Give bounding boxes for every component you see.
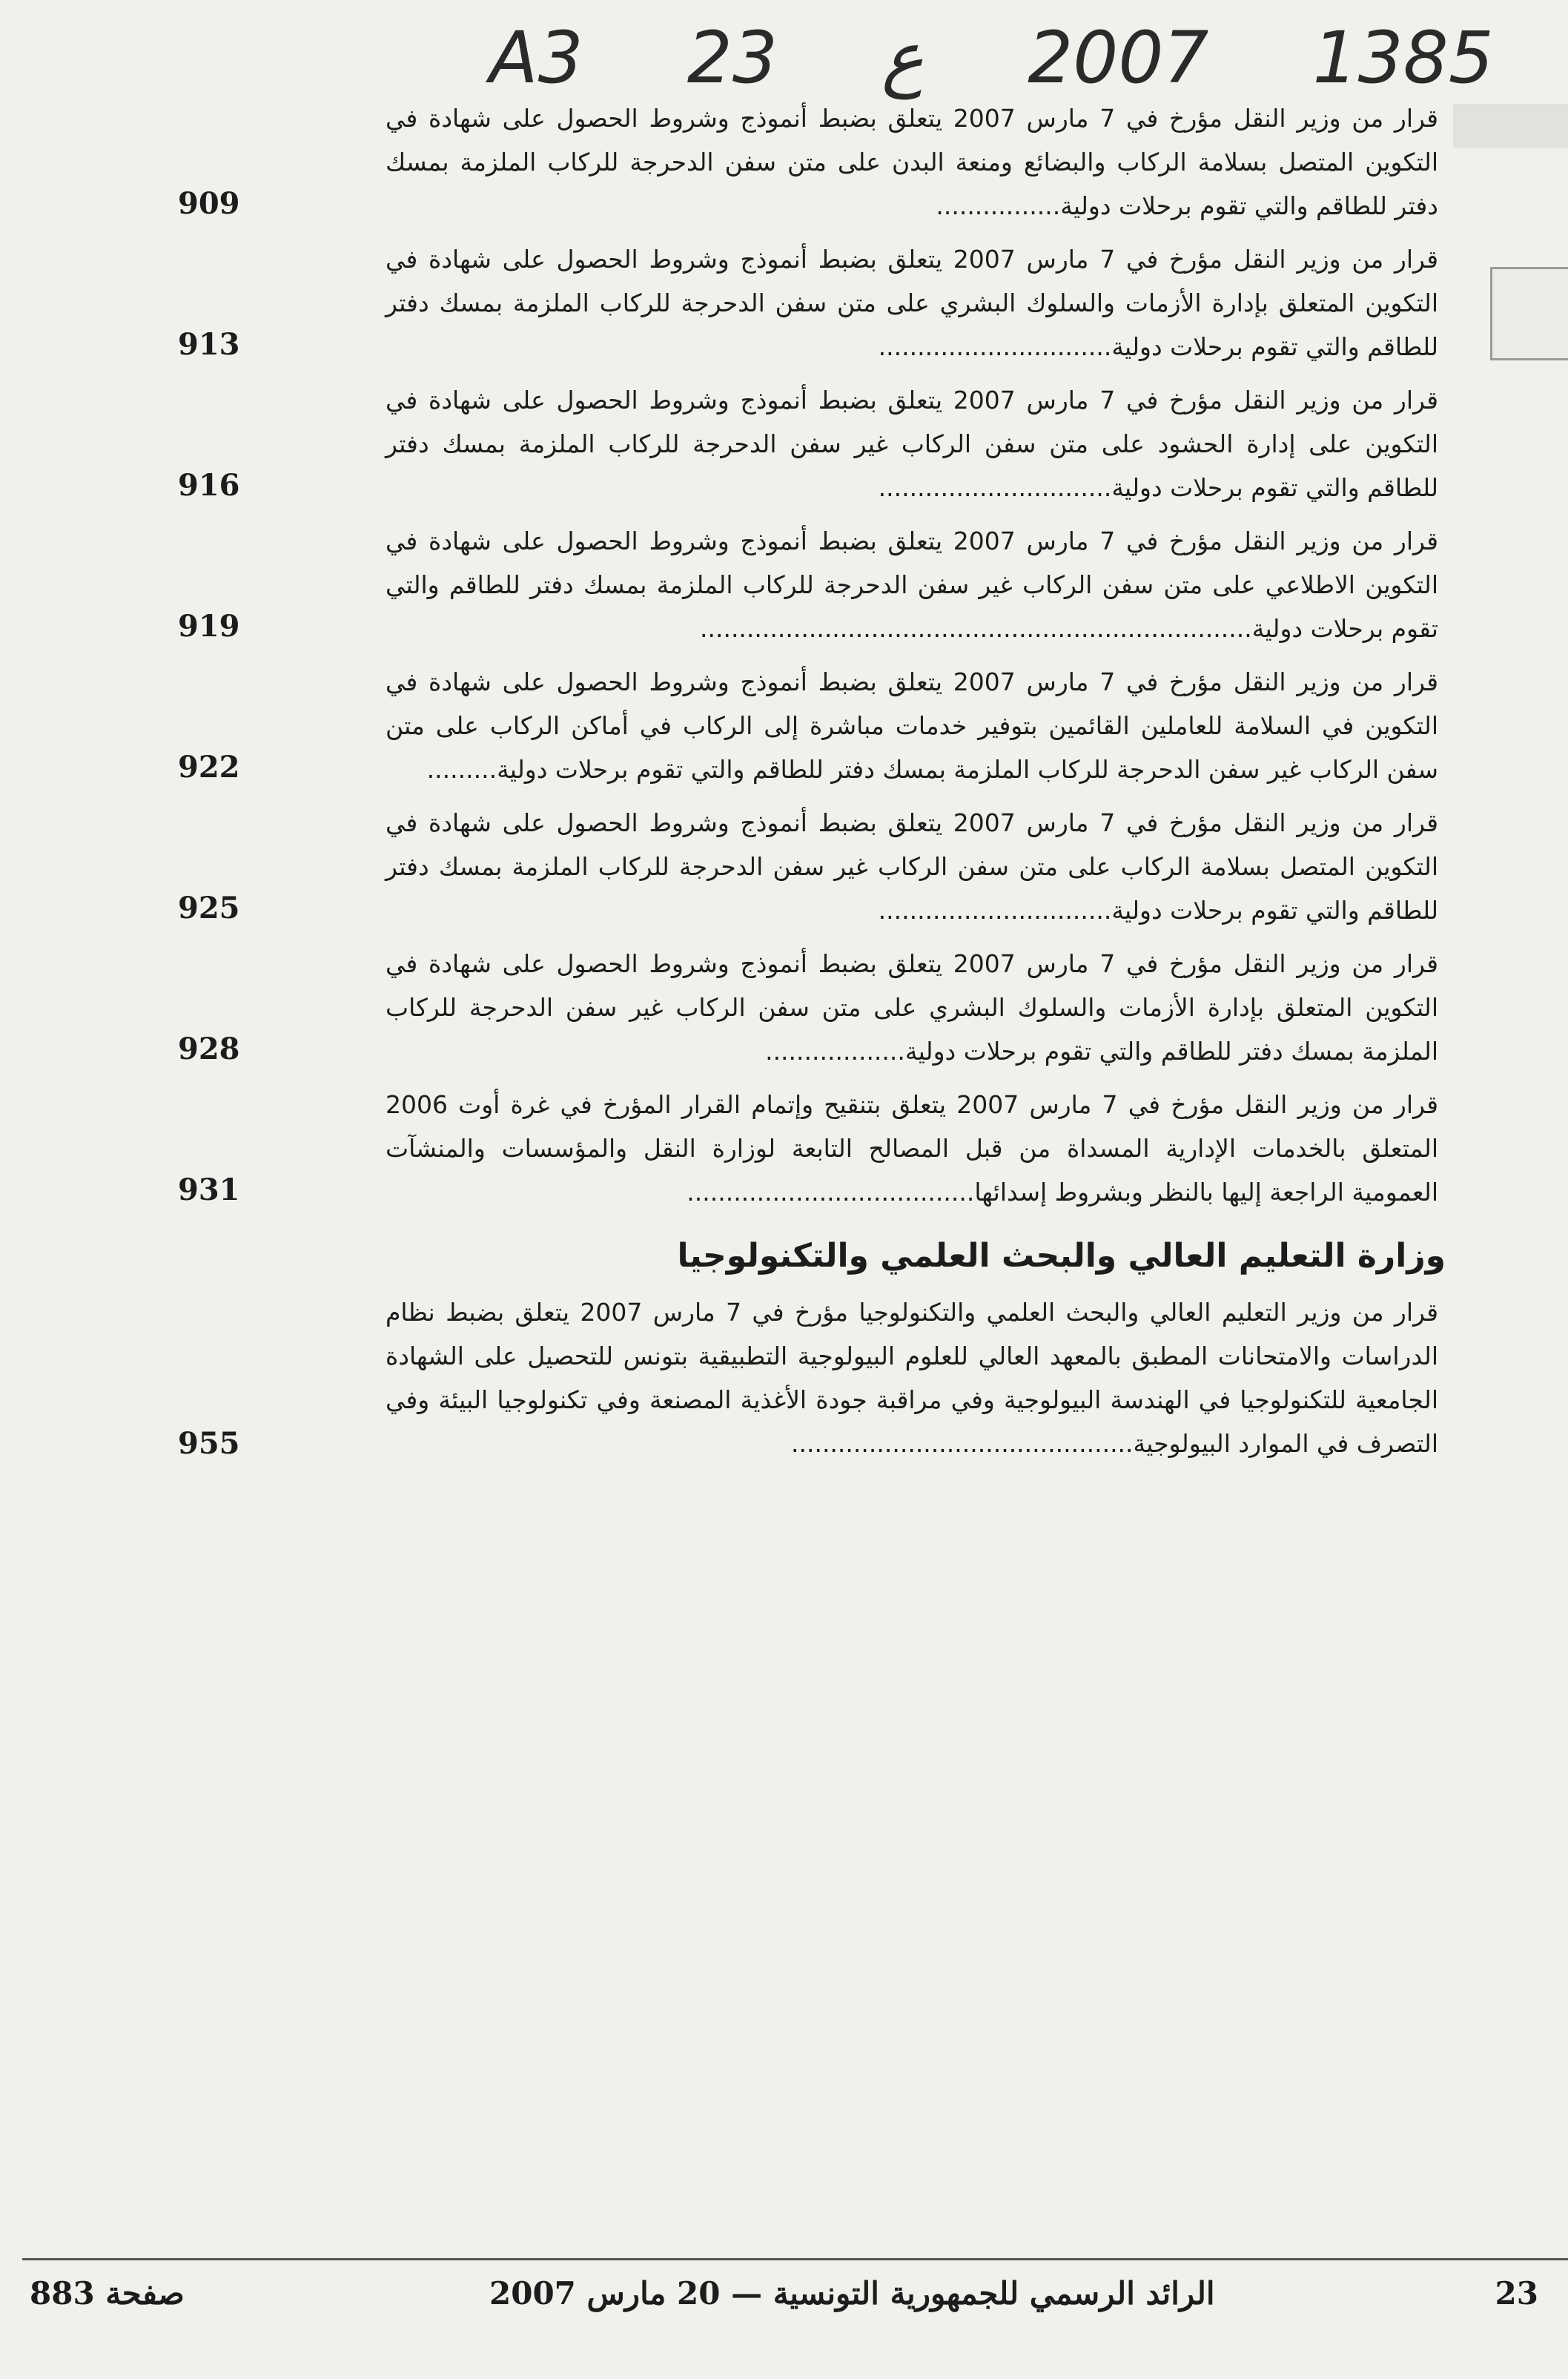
toc-leader-dots: ..............................: [878, 473, 1112, 502]
toc-page-number: 916: [178, 468, 240, 503]
scan-artifact: [1453, 104, 1568, 148]
handwritten-number: 1385: [1312, 16, 1494, 99]
footer-journal-title: الرائد الرسمي للجمهورية التونسية — 20 مارس 2007: [489, 2275, 1215, 2312]
toc-entry-text: قرار من وزير النقل مؤرخ في 7 مارس 2007 يتعلق بضبط أنموذج وشروط الحصول على شهادة في التكوين المتصل بسلامة الركاب والبضائع ومنعة البدن على متن سفن الدحرجة للركاب الملزمة بمسك دفتر للطاقم والتي تقوم برحلات دولية: [386, 104, 1438, 220]
toc-entry[interactable]: [178, 1290, 1438, 1468]
toc-leader-dots: ..............................: [878, 896, 1112, 925]
toc-entry[interactable]: [178, 519, 1438, 651]
toc-page-number: 922: [178, 750, 240, 785]
toc-entry[interactable]: [178, 801, 1438, 933]
toc-entry[interactable]: [178, 1083, 1438, 1215]
footer-page-label: صفحة 883: [30, 2275, 185, 2312]
handwritten-year: 2007: [1028, 16, 1209, 99]
toc-entry[interactable]: [178, 942, 1438, 1074]
toc-leader-dots: .....................................: [687, 1178, 975, 1207]
footer-issue-number: 23: [1495, 2275, 1538, 2312]
toc-entry-text: قرار من وزير النقل مؤرخ في 7 مارس 2007 يتعلق بضبط أنموذج وشروط الحصول على شهادة في التكوين المتعلق بإدارة الأزمات والسلوك البشري على متن سفن الركاب غير سفن الدحرجة للركاب الملزمة بمسك دفتر للطاقم والتي تقوم برحلات دولية: [386, 949, 1438, 1066]
toc-leader-dots: ..................: [765, 1037, 905, 1066]
toc-page-number: 931: [178, 1172, 240, 1207]
toc-entry-text: قرار من وزير النقل مؤرخ في 7 مارس 2007 يتعلق بضبط أنموذج وشروط الحصول على شهادة في التكوين الاطلاعي على متن سفن الركاب غير سفن الدحرجة للركاب الملزمة بمسك دفتر للطاقم والتي تقوم برحلات دولية: [386, 527, 1438, 643]
toc-entry-text: قرار من وزير النقل مؤرخ في 7 مارس 2007 يتعلق بضبط أنموذج وشروط الحصول على شهادة في التكوين المتعلق بإدارة الأزمات والسلوك البشري على متن سفن الدحرجة للركاب الملزمة بمسك دفتر للطاقم والتي تقوم برحلات دولية: [386, 245, 1438, 361]
section-title: وزارة التعليم العالي والبحث العلمي والتكنولوجيا: [677, 1237, 1446, 1275]
handwritten-letter: ع: [881, 16, 924, 99]
toc-page-number: 955: [178, 1426, 240, 1461]
toc-page-number: 925: [178, 891, 240, 925]
toc-entry-text: قرار من وزير النقل مؤرخ في 7 مارس 2007 يتعلق بضبط أنموذج وشروط الحصول على شهادة في التكوين على إدارة الحشود على متن سفن الركاب غير سفن الدحرجة للركاب الملزمة بمسك دفتر للطاقم والتي تقوم برحلات دولية: [386, 386, 1438, 502]
toc-page-number: 909: [178, 186, 240, 221]
toc-leader-dots: ................: [936, 191, 1061, 220]
toc-leader-dots: ............................................: [790, 1429, 1134, 1458]
toc-entry[interactable]: [178, 660, 1438, 792]
toc-page-number: 913: [178, 327, 240, 362]
toc-leader-dots: .........: [426, 755, 497, 784]
toc-entry[interactable]: [178, 237, 1438, 369]
toc-page-number: 928: [178, 1032, 240, 1066]
toc-entry[interactable]: [178, 96, 1438, 228]
toc-entry[interactable]: [178, 378, 1438, 510]
footer-divider: [22, 2258, 1568, 2260]
toc-entry-text: قرار من وزير التعليم العالي والبحث العلمي والتكنولوجيا مؤرخ في 7 مارس 2007 يتعلق بضبط نظام الدراسات والامتحانات المطبق بالمعهد العالي للعلوم البيولوجية التطبيقية بتونس للتحصيل على الشهادة الجامعية للتكنولوجيا في الهندسة البيولوجية وفي مراقبة جودة الأغذية المصنعة وفي تكنولوجيا البيئة وفي التصرف في الموارد البيولوجية: [386, 1298, 1438, 1458]
toc-entry-text: قرار من وزير النقل مؤرخ في 7 مارس 2007 يتعلق بضبط أنموذج وشروط الحصول على شهادة في التكوين في السلامة للعاملين القائمين بتوفير خدمات مباشرة إلى الركاب في أماكن الركاب على متن سفن الركاب غير سفن الدحرجة للركاب الملزمة بمسك دفتر للطاقم والتي تقوم برحلات دولية: [386, 667, 1438, 784]
handwritten-issue: 23: [687, 16, 778, 99]
handwritten-code: A3: [489, 16, 583, 99]
page-footer: [0, 2275, 1568, 2335]
toc-leader-dots: ..............................: [878, 332, 1112, 361]
toc-entry-text: قرار من وزير النقل مؤرخ في 7 مارس 2007 يتعلق بتنقيح وإتمام القرار المؤرخ في غرة أوت 2006 المتعلق بالخدمات الإدارية المسداة من قبل المصالح التابعة لوزارة النقل والمؤسسات والمنشآت العمومية الراجعة إليها بالنظر وبشروط إسدائها: [386, 1090, 1438, 1207]
handwritten-archive-note: [489, 13, 1494, 102]
toc-leader-dots: .......................................................................: [699, 614, 1252, 643]
toc-page-number: 919: [178, 609, 240, 644]
scan-artifact-box: [1490, 267, 1568, 360]
toc-entry-text: قرار من وزير النقل مؤرخ في 7 مارس 2007 يتعلق بضبط أنموذج وشروط الحصول على شهادة في التكوين المتصل بسلامة الركاب على متن سفن الركاب غير سفن الدحرجة للركاب الملزمة بمسك دفتر للطاقم والتي تقوم برحلات دولية: [386, 808, 1438, 925]
table-of-contents: [178, 96, 1438, 1224]
